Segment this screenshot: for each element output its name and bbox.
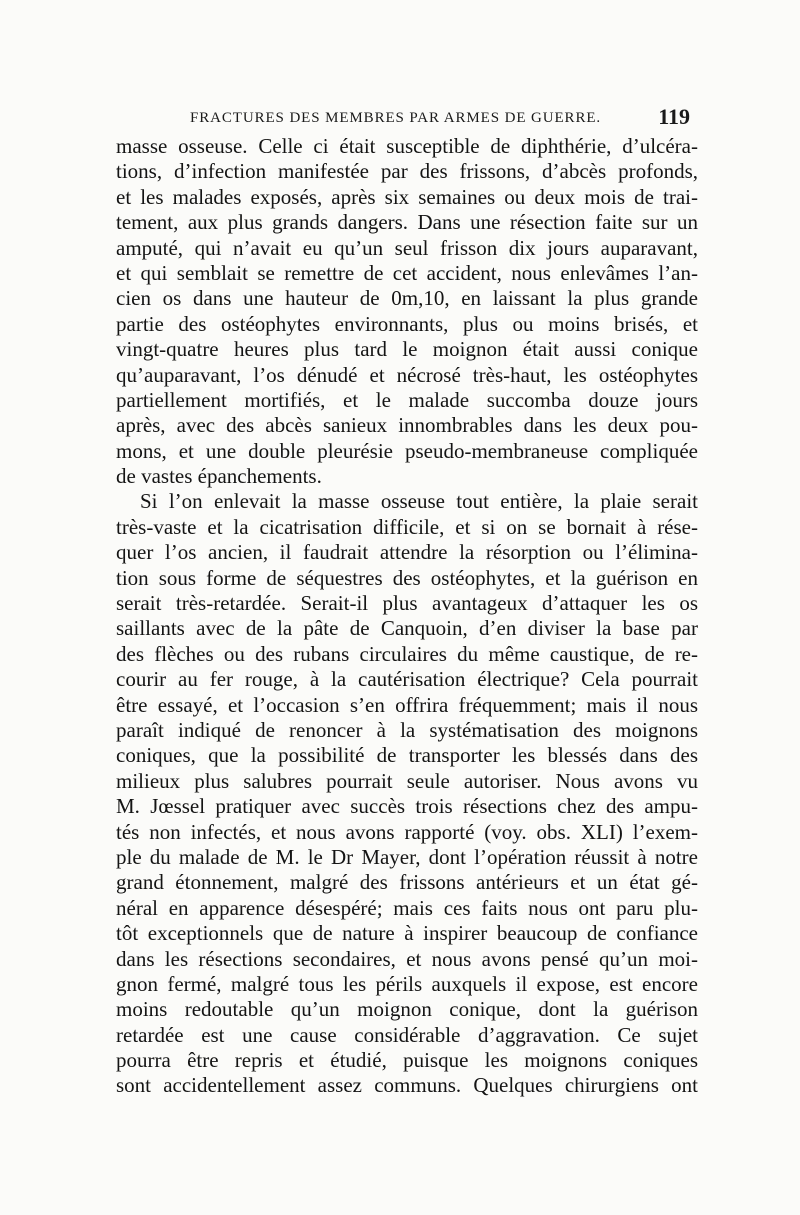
text-line: cien os dans une hauteur de 0m,10, en laissant la plus grande [116, 286, 698, 311]
text-line: milieux plus salubres pourrait seule autoriser. Nous avons vu [116, 768, 698, 793]
text-line: très-vaste et la cicatrisation difficile, et si on se bornait à rése- [116, 514, 698, 539]
text-line: dans les résections secondaires, et nous avons pensé qu’un moi- [116, 946, 698, 971]
text-line: tés non infectés, et nous avons rapporté (voy. obs. XLI) l’exem- [116, 819, 698, 844]
text-line: tion sous forme de séquestres des ostéophytes, et la guérison en [116, 565, 698, 590]
text-line: moins redoutable qu’un moignon conique, dont la guérison [116, 997, 698, 1022]
text-line: sont accidentellement assez communs. Quelques chirurgiens ont [116, 1073, 698, 1098]
text-line: serait très-retardée. Serait-il plus avantageux d’attaquer les os [116, 591, 698, 616]
text-line: de vastes épanchements. [116, 464, 322, 489]
text-line: partie des ostéophytes environnants, plus ou moins brisés, et [116, 311, 698, 336]
text-line: Si l’on enlevait la masse osseuse tout entière, la plaie serait [140, 489, 698, 514]
paragraph [116, 134, 698, 489]
text-line: vingt-quatre heures plus tard le moignon était aussi conique [116, 337, 698, 362]
text-line: qu’auparavant, l’os dénudé et nécrosé très-haut, les ostéophytes [116, 362, 698, 387]
page-number: 119 [658, 104, 690, 129]
page-header [190, 104, 690, 134]
text-line: retardée est une cause considérable d’aggravation. Ce sujet [116, 1022, 698, 1047]
paragraph [116, 489, 698, 1098]
text-line: tions, d’infection manifestée par des frissons, d’abcès profonds, [116, 159, 698, 184]
text-line: masse osseuse. Celle ci était susceptible de diphthérie, d’ulcéra- [116, 134, 698, 158]
text-line: paraît indiqué de renoncer à la systématisation des moignons [116, 717, 698, 742]
text-line: des flèches ou des rubans circulaires du même caustique, de re- [116, 641, 698, 666]
text-line: saillants avec de la pâte de Canquoin, d’en diviser la base par [116, 616, 698, 641]
text-line: et les malades exposés, après six semaines ou deux mois de trai- [116, 184, 698, 209]
text-line: après, avec des abcès sanieux innombrables dans les deux pou- [116, 413, 698, 438]
body-text [116, 134, 698, 1099]
text-line: pourra être repris et étudié, puisque les moignons coniques [116, 1048, 698, 1073]
text-line: grand étonnement, malgré des frissons antérieurs et un état gé- [116, 870, 698, 895]
text-line: tôt exceptionnels que de nature à inspirer beaucoup de confiance [116, 921, 698, 946]
text-line: quer l’os ancien, il faudrait attendre la résorption ou l’élimina- [116, 540, 698, 565]
text-line: gnon fermé, malgré tous les périls auxquels il expose, est encore [116, 971, 698, 996]
running-title: FRACTURES DES MEMBRES PAR ARMES DE GUERRE. [190, 110, 602, 126]
text-line: M. Jœssel pratiquer avec succès trois résections chez des ampu- [116, 794, 698, 819]
text-line: tement, aux plus grands dangers. Dans une résection faite sur un [116, 210, 698, 235]
text-line: amputé, qui n’avait eu qu’un seul frisson dix jours auparavant, [116, 235, 698, 260]
text-line: partiellement mortifiés, et le malade succomba douze jours [116, 387, 698, 412]
text-line: mons, et une double pleurésie pseudo-membraneuse compliquée [116, 438, 698, 463]
text-line: courir au fer rouge, à la cautérisation électrique? Cela pourrait [116, 667, 698, 692]
text-line: être essayé, et l’occasion s’en offrira fréquemment; mais il nous [116, 692, 698, 717]
text-line: et qui semblait se remettre de cet accident, nous enlevâmes l’an- [116, 260, 698, 285]
text-line: ple du malade de M. le Dr Mayer, dont l’opération réussit à notre [116, 844, 698, 869]
text-line: coniques, que la possibilité de transporter les blessés dans des [116, 743, 698, 768]
text-line: néral en apparence désespéré; mais ces faits nous ont paru plu- [116, 895, 698, 920]
